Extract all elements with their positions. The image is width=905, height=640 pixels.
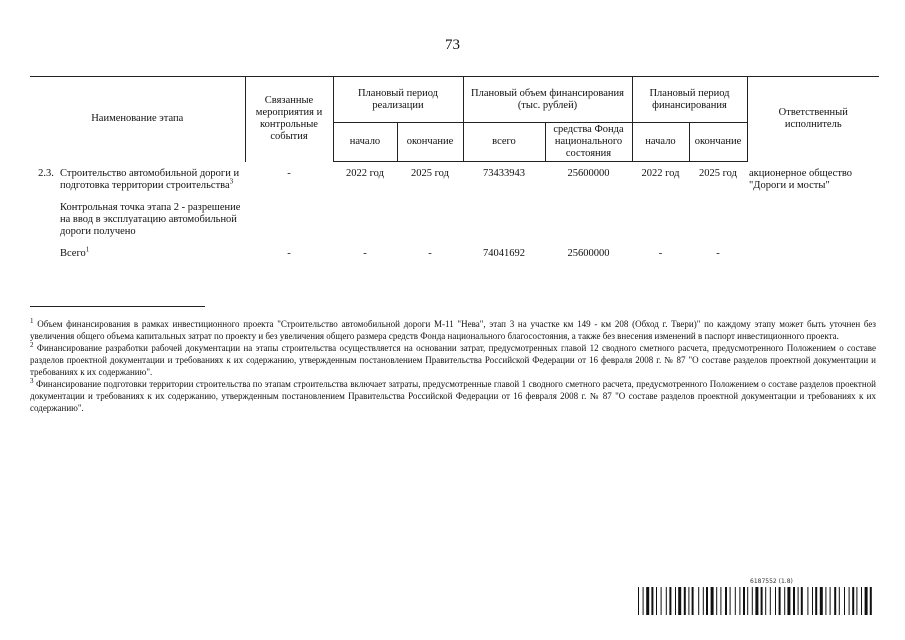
footnote-divider [30, 306, 205, 307]
footnote-mark: 2 [30, 341, 34, 349]
total-fin-start-cell: - [658, 247, 663, 259]
footnote-ref: 3 [229, 177, 234, 185]
header-end: окончание [397, 123, 463, 162]
end-cell: 2025 год [411, 168, 449, 179]
total-start-cell: - [363, 247, 367, 259]
footnote-text: Финансирование разработки рабочей документации на этапы строительства осуществляется на основании затрат, предусмотренных главой 12 сводного сметного расчета, предусмотренного Положением о составе разделов проектной документации и требованиях к их содержанию, утвержденным постановлением Правительства Российской Федерации от 16 февраля 2008 г. № 87 "О составе разделов проектной документации и требованиях к их содержанию". [30, 343, 877, 377]
total-related-cell: - [287, 247, 291, 259]
stage-name: Строительство автомобильной дороги и подготовка территории строительства [60, 167, 240, 191]
header-related-events: Связанные мероприятия и контрольные события [245, 77, 333, 162]
start-cell: 2022 год [346, 168, 384, 179]
total-total-cell: 74041692 [483, 247, 525, 259]
total-row [30, 238, 879, 260]
total-label-cell [30, 238, 245, 260]
header-fund: средства Фонда национального состояния [545, 123, 632, 162]
header-plan-period-impl: Плановый период реализации [333, 77, 463, 123]
footnote-text: Финансирование подготовки территории строительства по этапам строительства включает затраты, предусмотренные главой 1 сводного сметного расчета, предусмотренного Положением о составе разделов проектной документации и требованиях к их содержанию, утвержденным постановлением Правительства Российской Федерации от 16 февраля 2008 г. № 87 "О составе разделов проектной документации и требованиях к их содержанию". [30, 379, 877, 413]
total-end-cell: - [428, 247, 432, 259]
checkpoint-text: Контрольная точка этапа 2 - разрешение на ввод в эксплуатацию автомобильной дороги получено [60, 201, 241, 237]
table-row [30, 162, 879, 238]
footnotes [30, 318, 876, 414]
document-code: 6187552 (1.8) [750, 578, 793, 585]
footnote-mark: 3 [30, 377, 34, 385]
header-plan-period-fin: Плановый период финансирования [632, 77, 747, 123]
total-fin-end-cell: - [716, 247, 720, 259]
table-header [30, 77, 879, 162]
fin-end-cell: 2025 год [699, 168, 737, 179]
stage-cell [30, 162, 245, 238]
header-fin-start: начало [632, 123, 689, 162]
stage-table [30, 76, 879, 260]
page-number: 73 [445, 37, 460, 53]
header-start: начало [333, 123, 397, 162]
footnote-2 [30, 342, 876, 378]
header-total: всего [463, 123, 545, 162]
footnote-ref: 1 [85, 245, 90, 253]
header-responsible: Ответственный исполнитель [747, 77, 879, 162]
stage-number: 2.3. [38, 167, 54, 179]
responsible-cell: акционерное общество "Дороги и мосты" [749, 167, 853, 191]
footnote-text: Объем финансирования в рамках инвестиционного проекта "Строительство автомобильной дороги М-11 "Нева", этап 3 на участке км 149 - км 208 (Обход г. Твери)" по каждому этапу может быть уточнен без увеличения общего объема капитальных затрат по проекту и без увеличения общего размера средств Фонда национального благосостояния, а также без внесения изменений в паспорт инвестиционного проекта. [30, 319, 876, 341]
footnote-3 [30, 378, 876, 414]
related-cell: - [287, 167, 291, 179]
fin-start-cell: 2022 год [641, 168, 680, 179]
header-plan-volume: Плановый объем финансирования (тыс. рублей) [463, 77, 632, 123]
header-fin-end: окончание [689, 123, 747, 162]
header-stage-name: Наименование этапа [30, 77, 245, 162]
total-label: Всего [60, 247, 86, 259]
barcode-icon [638, 587, 876, 615]
footnote-mark: 1 [30, 317, 34, 325]
fund-cell: 25600000 [567, 168, 610, 179]
total-fund-cell: 25600000 [567, 247, 610, 259]
total-cell: 73433943 [483, 168, 525, 179]
footnote-1 [30, 318, 876, 342]
